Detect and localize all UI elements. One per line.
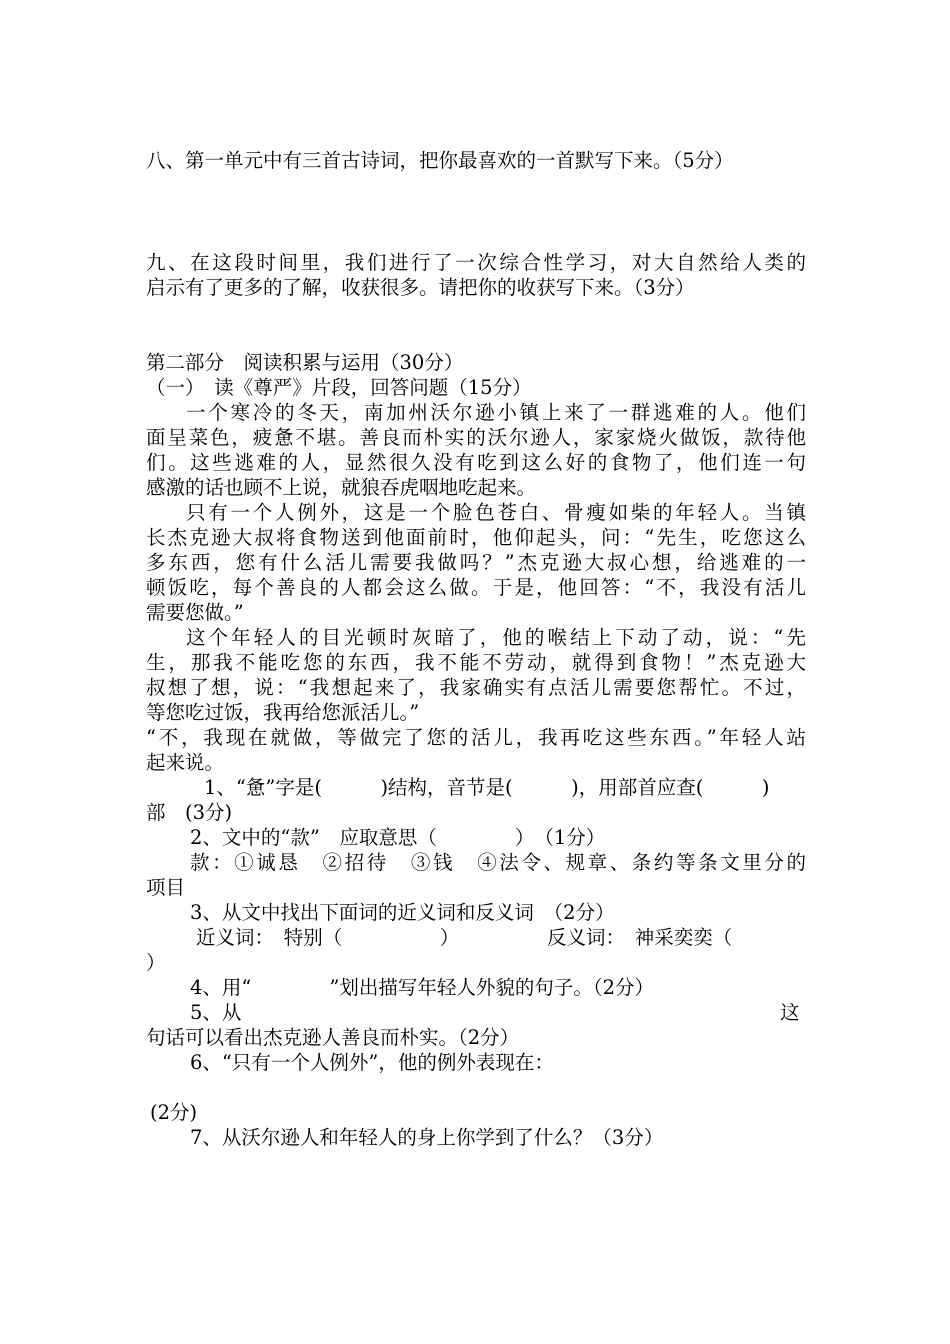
passage-line: 顿饭吃，每个善良的人都会这么做。于是，他回答：“不，我没有活儿 bbox=[146, 576, 806, 599]
passage-line: 起来说。 bbox=[146, 751, 225, 774]
question-5-line-2: 句话可以看出杰克逊人善良而朴实。（2分） bbox=[146, 1026, 520, 1049]
question-1-line-1: 1、“惫”字是( )结构，音节是( )，用部首应查( ) bbox=[204, 776, 770, 799]
question-9-line-2: 启示有了更多的了解，收获很多。请把你的收获写下来。（3分） bbox=[146, 276, 695, 299]
question-5-end: 这 bbox=[780, 1001, 800, 1024]
passage-line: 等您吃过饭，我再给您派活儿。” bbox=[146, 701, 420, 724]
question-7: 7、从沃尔逊人和年轻人的身上你学到了什么？（3分） bbox=[190, 1126, 664, 1149]
part-2-title: 第二部分 阅读积累与运用（30分） bbox=[146, 351, 464, 374]
question-6: 6、“只有一个人例外”，他的例外表现在： bbox=[190, 1051, 554, 1074]
passage-line: 们。这些逃难的人，显然很久没有吃到这么好的食物了，他们连一句 bbox=[146, 451, 806, 474]
question-6-score: (2分) bbox=[150, 1101, 198, 1124]
passage-line: 面呈菜色，疲惫不堪。善良而朴实的沃尔逊人，家家烧火做饭，款待他 bbox=[146, 426, 806, 449]
question-4: 4、用“ ”划出描写年轻人外貌的句子。（2分） bbox=[190, 976, 655, 999]
passage-line: 需要您做。” bbox=[146, 601, 244, 624]
passage-line: 叔想了想，说：“我想起来了，我家确实有点活儿需要您帮忙。不过， bbox=[146, 676, 806, 699]
question-5-start: 5、从 bbox=[190, 1001, 242, 1024]
question-2-options: 款：①诚恳 ②招待 ③钱 ④法令、规章、条约等条文里分的 bbox=[190, 851, 806, 874]
section-1-title: （一） 读《尊严》片段，回答问题（15分） bbox=[146, 376, 532, 399]
question-3-answer-line: 近义词： 特别（ ） 反义词： 神采奕奕（ bbox=[196, 926, 733, 949]
question-2: 2、文中的“款” 应取意思（ ） （1分） bbox=[190, 826, 606, 849]
passage-line: 生，那我不能吃您的东西，我不能不劳动，就得到食物！”杰克逊大 bbox=[146, 651, 806, 674]
question-3-close-paren: ） bbox=[146, 951, 166, 974]
passage-line: “不，我现在就做，等做完了您的活儿，我再吃这些东西。”年轻人站 bbox=[146, 726, 806, 749]
passage-line: 长杰克逊大叔将食物送到他面前时，他仰起头，问：“先生，吃您这么 bbox=[146, 526, 806, 549]
question-8: 八、第一单元中有三首古诗词，把你最喜欢的一首默写下来。（5分） bbox=[146, 149, 734, 172]
passage-line: 感激的话也顾不上说，就狼吞虎咽地吃起来。 bbox=[146, 476, 537, 499]
passage-line: 这个年轻人的目光顿时灰暗了，他的喉结上下动了动，说：“先 bbox=[186, 626, 806, 649]
passage-line: 多东西，您有什么活儿需要我做吗？”杰克逊大叔心想，给逃难的一 bbox=[146, 551, 806, 574]
question-3: 3、从文中找出下面词的近义词和反义词 （2分） bbox=[190, 901, 615, 924]
question-2-options-line-2: 项目 bbox=[146, 876, 186, 899]
passage-line: 只有一个人例外，这是一个脸色苍白、骨瘦如柴的年轻人。当镇 bbox=[186, 501, 806, 524]
question-9-line-1: 九、在这段时间里，我们进行了一次综合性学习，对大自然给人类的 bbox=[146, 251, 806, 274]
question-1-line-2: 部 (3分) bbox=[146, 801, 233, 824]
passage-line: 一个寒冷的冬天，南加州沃尔逊小镇上来了一群逃难的人。他们 bbox=[186, 401, 806, 424]
